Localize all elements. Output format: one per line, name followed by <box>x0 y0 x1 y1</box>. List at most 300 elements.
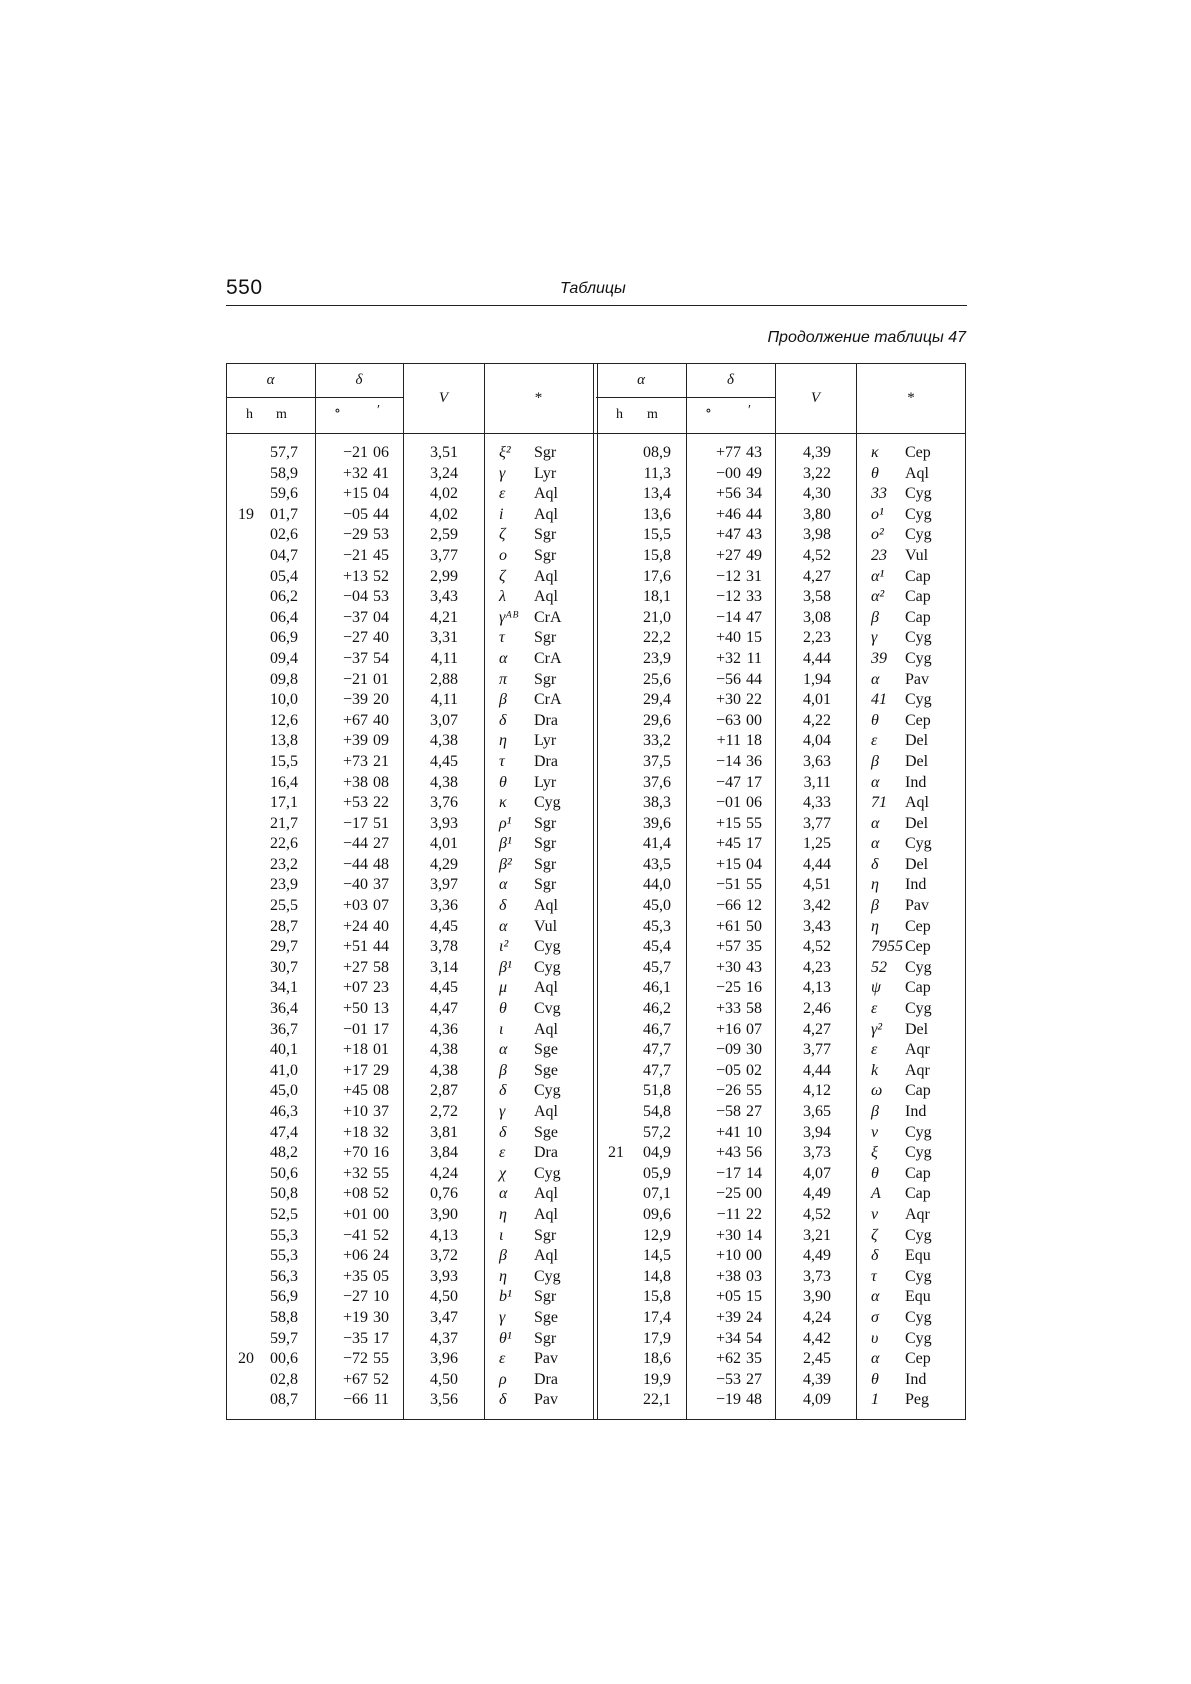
dec-degrees-cell: +32 <box>342 464 368 482</box>
dec-arcmin-cell: 11 <box>373 1391 389 1409</box>
star-designation-cell: α <box>499 917 508 935</box>
ra-minutes-cell: 14,5 <box>643 1247 671 1265</box>
table-row <box>226 793 966 814</box>
ra-minutes-cell: 45,4 <box>643 938 671 956</box>
star-designation-cell: δ <box>499 711 507 729</box>
dec-degrees-cell: −44 <box>342 835 368 853</box>
star-designation-cell: υ <box>871 1329 879 1347</box>
ra-minutes-cell: 29,7 <box>270 938 298 956</box>
constellation-cell: Vul <box>905 546 929 564</box>
constellation-cell: Cyg <box>905 958 932 976</box>
dec-arcmin-cell: 22 <box>746 1205 762 1223</box>
dec-arcmin-cell: 35 <box>746 938 762 956</box>
magnitude-cell: 4,33 <box>803 794 831 812</box>
constellation-cell: Cyg <box>905 1329 932 1347</box>
ra-minutes-cell: 18,6 <box>643 1350 671 1368</box>
dec-degrees-cell: +10 <box>342 1103 368 1120</box>
dec-arcmin-cell: 27 <box>746 1370 762 1388</box>
dec-arcmin-cell: 07 <box>373 897 389 915</box>
star-designation-cell: α <box>871 670 880 688</box>
dec-arcmin-cell: 40 <box>373 629 389 647</box>
dec-arcmin-cell: 24 <box>746 1308 762 1326</box>
magnitude-cell: 3,77 <box>803 1041 831 1059</box>
star-designation-cell: 33 <box>871 485 887 503</box>
ra-minutes-cell: 15,5 <box>270 752 298 770</box>
magnitude-cell: 4,49 <box>803 1247 831 1265</box>
magnitude-cell: 3,90 <box>803 1288 831 1306</box>
magnitude-cell: 4,36 <box>430 1020 458 1038</box>
magnitude-cell: 3,36 <box>430 897 458 915</box>
dec-arcmin-cell: 44 <box>373 938 389 956</box>
dec-degrees-cell: +06 <box>342 1247 368 1265</box>
ra-minutes-cell: 05,9 <box>643 1164 671 1182</box>
constellation-cell: Cyg <box>534 938 561 956</box>
dec-arcmin-cell: 15 <box>746 629 762 647</box>
dec-degrees-cell: −14 <box>715 608 741 626</box>
magnitude-cell: 4,23 <box>803 958 831 976</box>
dec-degrees-cell: −01 <box>342 1020 368 1038</box>
constellation-cell: Cyg <box>534 1082 561 1100</box>
dec-degrees-cell: +30 <box>715 691 741 709</box>
magnitude-cell: 3,14 <box>430 958 458 976</box>
dec-degrees-cell: +15 <box>715 855 741 873</box>
dec-arcmin-cell: 10 <box>746 1123 762 1141</box>
constellation-cell: Sgr <box>534 1226 557 1244</box>
dec-arcmin-cell: 05 <box>373 1267 389 1285</box>
constellation-cell: Ind <box>905 876 927 894</box>
dec-arcmin-cell: 56 <box>746 1144 762 1162</box>
dec-degrees-cell: +18 <box>342 1123 368 1141</box>
dec-arcmin-cell: 30 <box>373 1308 389 1326</box>
constellation-cell: Cap <box>905 1185 931 1203</box>
table-row <box>226 1164 966 1185</box>
dec-arcmin-cell: 04 <box>746 855 762 873</box>
magnitude-cell: 4,24 <box>430 1164 458 1182</box>
ra-minutes-cell: 46,3 <box>270 1103 298 1120</box>
dec-degrees-cell: −12 <box>715 567 741 585</box>
dec-degrees-cell: +51 <box>342 938 368 956</box>
dec-degrees-cell: −00 <box>715 464 741 482</box>
star-table <box>226 363 966 1420</box>
dec-degrees-cell: −11 <box>716 1205 741 1223</box>
dec-arcmin-cell: 27 <box>746 1103 762 1120</box>
ra-minutes-cell: 22,2 <box>643 629 671 647</box>
ra-minutes-cell: 47,4 <box>270 1123 298 1141</box>
magnitude-cell: 3,73 <box>803 1267 831 1285</box>
constellation-cell: Sge <box>534 1123 558 1141</box>
dec-arcmin-cell: 37 <box>373 876 389 894</box>
dec-arcmin-cell: 10 <box>373 1288 389 1306</box>
ra-minutes-cell: 07,1 <box>643 1185 671 1203</box>
table-row <box>226 999 966 1020</box>
ra-minutes-cell: 12,9 <box>643 1226 671 1244</box>
ra-minutes-cell: 08,7 <box>270 1391 298 1409</box>
star-designation-cell: ο <box>499 546 507 564</box>
constellation-cell: Cep <box>905 1350 931 1368</box>
ra-minutes-cell: 39,6 <box>643 814 671 832</box>
ra-minutes-cell: 41,4 <box>643 835 671 853</box>
dec-degrees-cell: −27 <box>342 629 368 647</box>
magnitude-cell: 4,52 <box>803 1205 831 1223</box>
constellation-cell: Cap <box>905 1164 931 1182</box>
constellation-cell: Aql <box>905 464 929 482</box>
ra-minutes-cell: 41,0 <box>270 1061 298 1079</box>
dec-arcmin-cell: 01 <box>373 670 389 688</box>
magnitude-cell: 2,23 <box>803 629 831 647</box>
constellation-cell: Sgr <box>534 876 557 894</box>
dec-arcmin-cell: 14 <box>746 1164 762 1182</box>
ra-minutes-cell: 25,6 <box>643 670 671 688</box>
constellation-cell: Cap <box>905 567 931 585</box>
dec-arcmin-cell: 44 <box>746 505 762 523</box>
magnitude-cell: 4,38 <box>430 773 458 791</box>
header-star: * <box>907 390 915 406</box>
ra-minutes-cell: 09,8 <box>270 670 298 688</box>
dec-arcmin-cell: 35 <box>746 1350 762 1368</box>
ra-minutes-cell: 57,7 <box>270 444 298 461</box>
star-designation-cell: β² <box>499 855 512 873</box>
star-designation-cell: δ <box>499 1391 507 1409</box>
dec-arcmin-cell: 32 <box>373 1123 389 1141</box>
dec-degrees-cell: +45 <box>342 1082 368 1100</box>
header-split-rule <box>226 397 403 398</box>
star-designation-cell: γ <box>871 629 878 647</box>
dec-degrees-cell: −47 <box>715 773 741 791</box>
magnitude-cell: 4,39 <box>803 1370 831 1388</box>
dec-degrees-cell: +57 <box>715 938 741 956</box>
dec-arcmin-cell: 36 <box>746 752 762 770</box>
magnitude-cell: 0,76 <box>430 1185 458 1203</box>
star-designation-cell: ρ¹ <box>499 814 512 832</box>
ra-minutes-cell: 58,8 <box>270 1308 298 1326</box>
header-delta: δ <box>727 372 734 388</box>
table-row <box>226 484 966 505</box>
ra-minutes-cell: 15,8 <box>643 1288 671 1306</box>
constellation-cell: Cyg <box>905 1123 932 1141</box>
star-designation-cell: ν <box>871 1123 879 1141</box>
ra-minutes-cell: 51,8 <box>643 1082 671 1100</box>
constellation-cell: Aql <box>534 1020 558 1038</box>
star-designation-cell: ο² <box>871 526 884 544</box>
constellation-cell: Cvg <box>534 1000 561 1018</box>
star-designation-cell: β <box>871 608 879 626</box>
dec-degrees-cell: −37 <box>342 608 368 626</box>
dec-degrees-cell: +27 <box>715 546 741 564</box>
ra-minutes-cell: 56,9 <box>270 1288 298 1306</box>
dec-degrees-cell: +07 <box>342 979 368 997</box>
magnitude-cell: 4,39 <box>803 444 831 461</box>
constellation-cell: Cyg <box>905 1308 932 1326</box>
magnitude-cell: 4,04 <box>803 732 831 750</box>
dec-arcmin-cell: 29 <box>373 1061 389 1079</box>
constellation-cell: Sgr <box>534 526 557 544</box>
dec-arcmin-cell: 52 <box>373 1370 389 1388</box>
table-row <box>226 773 966 794</box>
dec-degrees-cell: −66 <box>342 1391 368 1409</box>
constellation-cell: Vul <box>534 917 558 935</box>
ra-minutes-cell: 59,7 <box>270 1329 298 1347</box>
magnitude-cell: 4,37 <box>430 1329 458 1347</box>
dec-degrees-cell: +38 <box>715 1267 741 1285</box>
magnitude-cell: 3,42 <box>803 897 831 915</box>
constellation-cell: Cep <box>905 917 931 935</box>
dec-arcmin-cell: 43 <box>746 444 762 461</box>
table-row <box>226 1205 966 1226</box>
ra-minutes-cell: 09,4 <box>270 649 298 667</box>
dec-degrees-cell: −58 <box>715 1103 741 1120</box>
constellation-cell: Cyg <box>905 1000 932 1018</box>
dec-degrees-cell: +33 <box>715 1000 741 1018</box>
dec-degrees-cell: +62 <box>715 1350 741 1368</box>
magnitude-cell: 3,31 <box>430 629 458 647</box>
magnitude-cell: 4,44 <box>803 855 831 873</box>
dec-arcmin-cell: 54 <box>373 649 389 667</box>
dec-degrees-cell: +01 <box>342 1205 368 1223</box>
constellation-cell: Sgr <box>534 546 557 564</box>
magnitude-cell: 4,13 <box>803 979 831 997</box>
magnitude-cell: 3,76 <box>430 794 458 812</box>
constellation-cell: Del <box>905 814 929 832</box>
star-designation-cell: γ <box>499 1103 506 1120</box>
star-designation-cell: β¹ <box>499 958 512 976</box>
constellation-cell: Sgr <box>534 855 557 873</box>
dec-degrees-cell: −25 <box>715 1185 741 1203</box>
dec-arcmin-cell: 33 <box>746 588 762 606</box>
dec-degrees-cell: +13 <box>342 567 368 585</box>
ra-minutes-cell: 02,6 <box>270 526 298 544</box>
magnitude-cell: 4,45 <box>430 752 458 770</box>
header-alpha: α <box>266 372 275 388</box>
star-designation-cell: χ <box>499 1164 507 1182</box>
star-designation-cell: α² <box>871 588 885 606</box>
ra-minutes-cell: 37,6 <box>643 773 671 791</box>
table-row <box>226 752 966 773</box>
dec-degrees-cell: +43 <box>715 1144 741 1162</box>
ra-minutes-cell: 17,9 <box>643 1329 671 1347</box>
constellation-cell: Ind <box>905 1103 927 1120</box>
magnitude-cell: 3,97 <box>430 876 458 894</box>
magnitude-cell: 4,11 <box>430 691 458 709</box>
star-designation-cell: 7955 <box>871 938 903 956</box>
dec-arcmin-cell: 00 <box>746 711 762 729</box>
magnitude-cell: 2,72 <box>430 1103 458 1120</box>
constellation-cell: Aql <box>534 979 558 997</box>
star-designation-cell: α <box>499 649 508 667</box>
magnitude-cell: 3,96 <box>430 1350 458 1368</box>
constellation-cell: Cap <box>905 1082 931 1100</box>
ra-minutes-cell: 22,6 <box>270 835 298 853</box>
constellation-cell: Cep <box>905 711 931 729</box>
table-row <box>226 1102 966 1123</box>
dec-degrees-cell: +08 <box>342 1185 368 1203</box>
star-designation-cell: η <box>871 876 879 894</box>
table-row <box>226 1349 966 1370</box>
dec-degrees-cell: +46 <box>715 505 741 523</box>
constellation-cell: Cep <box>905 444 931 461</box>
star-designation-cell: σ <box>871 1308 879 1326</box>
dec-arcmin-cell: 54 <box>746 1329 762 1347</box>
dec-degrees-cell: +67 <box>342 1370 368 1388</box>
dec-arcmin-cell: 06 <box>373 444 389 461</box>
dec-arcmin-cell: 23 <box>373 979 389 997</box>
dec-degrees-cell: −40 <box>342 876 368 894</box>
dec-arcmin-cell: 01 <box>373 1041 389 1059</box>
magnitude-cell: 2,46 <box>803 1000 831 1018</box>
dec-arcmin-cell: 27 <box>373 835 389 853</box>
dec-degrees-cell: −01 <box>715 794 741 812</box>
page-number: 550 <box>226 276 263 299</box>
magnitude-cell: 4,45 <box>430 917 458 935</box>
dec-arcmin-cell: 37 <box>373 1103 389 1120</box>
magnitude-cell: 3,78 <box>430 938 458 956</box>
constellation-cell: Aql <box>534 505 558 523</box>
dec-arcmin-cell: 34 <box>746 485 762 503</box>
table-row <box>226 587 966 608</box>
magnitude-cell: 1,94 <box>803 670 831 688</box>
magnitude-cell: 4,51 <box>803 876 831 894</box>
ra-minutes-cell: 06,4 <box>270 608 298 626</box>
ra-minutes-cell: 11,3 <box>643 464 671 482</box>
dec-degrees-cell: +18 <box>342 1041 368 1059</box>
star-designation-cell: θ <box>499 1000 507 1018</box>
dec-degrees-cell: −56 <box>715 670 741 688</box>
constellation-cell: Pav <box>905 897 929 915</box>
star-designation-cell: ι <box>499 1020 504 1038</box>
dec-arcmin-cell: 44 <box>746 670 762 688</box>
star-designation-cell: A <box>871 1185 881 1203</box>
table-row <box>226 1143 966 1164</box>
ra-minutes-cell: 37,5 <box>643 752 671 770</box>
magnitude-cell: 3,94 <box>803 1123 831 1141</box>
dec-degrees-cell: −04 <box>342 588 368 606</box>
constellation-cell: Cyg <box>534 1164 561 1182</box>
constellation-cell: Cyg <box>905 1226 932 1244</box>
dec-arcmin-cell: 12 <box>746 897 762 915</box>
magnitude-cell: 4,02 <box>430 485 458 503</box>
star-designation-cell: ε <box>499 1350 506 1368</box>
dec-degrees-cell: −26 <box>715 1082 741 1100</box>
dec-degrees-cell: −51 <box>715 876 741 894</box>
table-row <box>226 731 966 752</box>
dec-arcmin-cell: 00 <box>746 1247 762 1265</box>
dec-arcmin-cell: 24 <box>373 1247 389 1265</box>
ra-minutes-cell: 16,4 <box>270 773 298 791</box>
dec-arcmin-cell: 50 <box>746 917 762 935</box>
subheader-degrees: ∘ <box>705 404 712 419</box>
magnitude-cell: 4,27 <box>803 567 831 585</box>
table-row <box>226 505 966 526</box>
dec-arcmin-cell: 53 <box>373 588 389 606</box>
header-bottom-rule <box>226 433 966 434</box>
constellation-cell: Cyg <box>905 649 932 667</box>
table-row <box>226 1040 966 1061</box>
magnitude-cell: 4,52 <box>803 938 831 956</box>
dec-degrees-cell: +41 <box>715 1123 741 1141</box>
ra-minutes-cell: 13,8 <box>270 732 298 750</box>
star-designation-cell: γᴬᴮ <box>499 608 519 626</box>
dec-arcmin-cell: 21 <box>373 752 389 770</box>
table-row <box>226 525 966 546</box>
constellation-cell: Cyg <box>905 505 932 523</box>
star-designation-cell: π <box>499 670 508 688</box>
star-designation-cell: ι² <box>499 938 509 956</box>
star-designation-cell: ξ <box>871 1144 878 1162</box>
ra-minutes-cell: 48,2 <box>270 1144 298 1162</box>
table-row <box>226 1390 966 1411</box>
constellation-cell: CrA <box>534 649 562 667</box>
header-star: * <box>534 390 543 406</box>
star-designation-cell: ζ <box>499 567 506 585</box>
star-designation-cell: θ¹ <box>499 1329 512 1347</box>
star-designation-cell: θ <box>871 464 879 482</box>
dec-arcmin-cell: 51 <box>373 814 389 832</box>
ra-minutes-cell: 45,0 <box>270 1082 298 1100</box>
magnitude-cell: 2,45 <box>803 1350 831 1368</box>
dec-arcmin-cell: 52 <box>373 1185 389 1203</box>
constellation-cell: Sgr <box>534 629 557 647</box>
dec-degrees-cell: +39 <box>715 1308 741 1326</box>
constellation-cell: Del <box>905 732 929 750</box>
magnitude-cell: 3,08 <box>803 608 831 626</box>
ra-minutes-cell: 10,0 <box>270 691 298 709</box>
ra-minutes-cell: 08,9 <box>643 444 671 461</box>
header-magnitude: V <box>810 390 821 406</box>
table-row <box>226 649 966 670</box>
header-rule <box>226 305 967 306</box>
constellation-cell: Cyg <box>905 835 932 853</box>
table-row <box>226 917 966 938</box>
dec-degrees-cell: +27 <box>342 958 368 976</box>
ra-minutes-cell: 45,3 <box>643 917 671 935</box>
dec-arcmin-cell: 14 <box>746 1226 762 1244</box>
constellation-cell: Dra <box>534 711 558 729</box>
ra-minutes-cell: 59,6 <box>270 485 298 503</box>
magnitude-cell: 3,93 <box>430 814 458 832</box>
star-designation-cell: γ <box>499 1308 506 1326</box>
dec-degrees-cell: +15 <box>342 485 368 503</box>
constellation-cell: Cyg <box>534 794 561 812</box>
ra-minutes-cell: 25,5 <box>270 897 298 915</box>
subheader-minutes: m <box>647 407 658 422</box>
dec-degrees-cell: +45 <box>715 835 741 853</box>
star-designation-cell: λ <box>499 588 506 606</box>
dec-arcmin-cell: 02 <box>746 1061 762 1079</box>
magnitude-cell: 4,09 <box>803 1391 831 1409</box>
ra-minutes-cell: 21,7 <box>270 814 298 832</box>
star-designation-cell: γ² <box>871 1020 883 1038</box>
ra-minutes-cell: 36,7 <box>270 1020 298 1038</box>
table-row <box>226 546 966 567</box>
star-designation-cell: α¹ <box>871 567 885 585</box>
ra-minutes-cell: 12,6 <box>270 711 298 729</box>
dec-arcmin-cell: 16 <box>746 979 762 997</box>
subheader-arcmin: ′ <box>377 403 381 418</box>
star-designation-cell: ι <box>499 1226 504 1244</box>
ra-minutes-cell: 34,1 <box>270 979 298 997</box>
magnitude-cell: 4,38 <box>430 1061 458 1079</box>
table-body <box>226 443 966 1411</box>
ra-hours-cell: 21 <box>608 1144 624 1162</box>
ra-minutes-cell: 30,7 <box>270 958 298 976</box>
magnitude-cell: 2,88 <box>430 670 458 688</box>
constellation-cell: Aql <box>534 897 558 915</box>
star-designation-cell: ε <box>871 1000 878 1018</box>
star-designation-cell: ε <box>871 732 878 750</box>
dec-arcmin-cell: 08 <box>373 773 389 791</box>
constellation-cell: Ind <box>905 773 927 791</box>
dec-degrees-cell: −09 <box>715 1041 741 1059</box>
magnitude-cell: 3,73 <box>803 1144 831 1162</box>
